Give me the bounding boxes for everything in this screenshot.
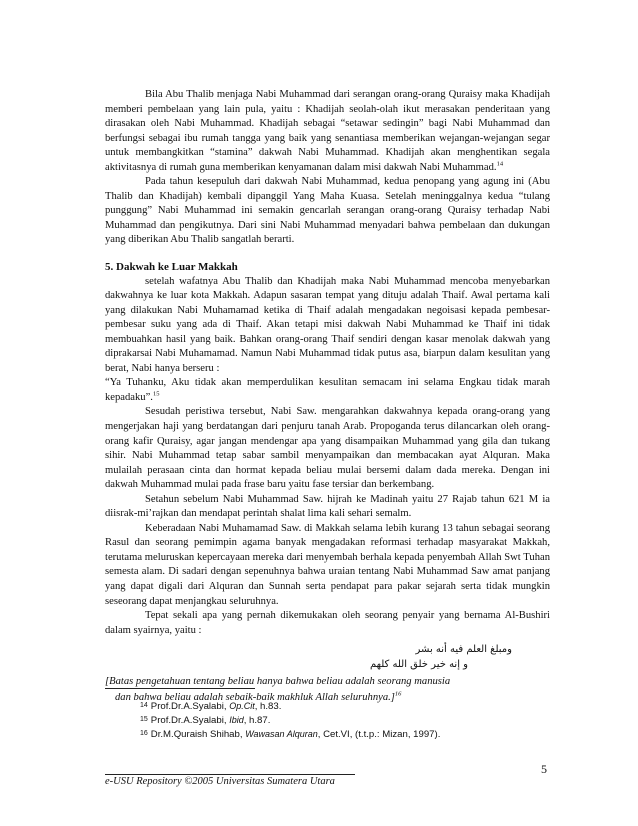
paragraph-isra-miraj: Setahun sebelum Nabi Muhammad Saw. hijrah ke Madinah yaitu 27 Rajab tahun 621 M ia diisrak-mi’rajkan dan mendapat perintah shalat lima kali sehari semalm.	[105, 493, 550, 520]
translation-line-2: dan bahwa beliau adalah sebaik-baik makhluk Allah seluruhnya.]	[115, 691, 395, 703]
arabic-verse-1: ومبلغ العلم فيه أنه بشر	[415, 644, 512, 656]
footnote-ref-16: 16	[394, 690, 402, 698]
translation-line-1: [Batas pengetahuan tentang beliau hanya bahwa beliau adalah seorang manusia	[105, 676, 451, 688]
paragraph-al-bushiri: Tepat sekali apa yang pernah dikemukakan oleh seorang penyair yang bernama Al-Bushiri dalam syairnya, yaitu :	[105, 610, 550, 636]
paragraph-tahun-kesepuluh: Pada tahun kesepuluh dari dakwah Nabi Muhammad, kedua penopang yang agung ini (Abu Thalib dan Khadijah) kembali dipanggil Yang Maha Kuasa. Setelah meninggalnya kedua “tulang punggung” Nabi Muhammad ini semakin gencarlah serangan orang-orang Quraisy terhadap Nabi Muhammad dan pengikutnya. Dari sini Nabi Muhammad menyadari bahwa pembelaan dan dukungan yang diberikan Abu Thalib sangatlah berarti.	[105, 176, 550, 246]
arabic-verse-2: و إنه خير خلق الله كلهم	[369, 659, 468, 671]
document-body	[105, 88, 550, 705]
page-number: 5	[541, 762, 547, 776]
paragraph-khadijah: Bila Abu Thalib menjaga Nabi Muhammad dari serangan orang-orang Quraisy maka Khadijah memberi pembelaan yang lain pula, yaitu : Khadijah seolah-olah ikut merasakan penderitaan yang dirasakan oleh Nabi Muhammad. Khadijah sebagai “setawar sedingin” bagi Nabi Muhammad dan berfungsi sebagai ibu rumah tangga yang baik yang senantiasa memberikan wejangan-wejangan segar untuk membangkitkan “stamina” dakwah Nabi Muhammad. Khadijah akan menghentikan segala aktivitasnya di rumah guna memberikan kenyamanan dalam misi dakwah Nabi Muhammad.$^{14}$	[105, 89, 550, 173]
paragraph-makkah: Keberadaan Nabi Muhamamad Saw. di Makkah selama lebih kurang 13 tahun sebagai seorang Rasul dan seorang pemimpin agama banyak mengadakan reformasi terhadap masyarakat Makkah, terutama meluruskan kepercayaan mereka dari menyembah berhala kepada penyembah Allah Swt Tuhan semesta alam. Di sadari dengan sepenuhnya bahwa uraian tentang Nabi Muhammad Saw amat panjang yang dapat digali dari Alquran dan Sunnah serta pendapat para pakar sejarah serta tidak mungkin seseorang dapat menjangkau seluruhnya.	[105, 522, 550, 607]
footer-repository: e-USU Repository ©2005 Universitas Sumatera Utara	[105, 776, 335, 787]
footnote-16: $^{16}$ Dr.M.Quraish Shihab, Wawasan Alquran, Cet.VI, (t.t.p.: Mizan, 1997).	[140, 729, 441, 740]
section-heading: 5. Dakwah ke Luar Makkah	[105, 261, 238, 274]
footnote-ref-15: 15	[152, 390, 160, 398]
quote-ya-tuhanku: “Ya Tuhanku, Aku tidak akan memperdulikan kesulitan semacam ini selama Engkau tidak marah kepadaku”.$^{15}$	[105, 377, 550, 403]
paragraph-thaif: setelah wafatnya Abu Thalib dan Khadijah maka Nabi Muhammad mencoba menyebarkan dakwahnya ke luar kota Makkah. Adapun sasaran tempat yang dituju adalah Thaif. Awal pertama kali yang dilakukan Nabi Muhamamad ketika di Thaif adalah mengadakan negoisasi kepada pembesar-pembesar suku yang ada di Thaif. Akan tetapi misi dakwah Nabi Muhammad ke Thaif ini tidak membuahkan hasil yang baik. Bahkan orang-orang Thaif sendiri dengan kasar menolak dakwah yang diprakarsai Nabi Muhamamad. Namun Nabi Muhammad tidak putus asa, biarpun dalam kesulitan yang berat, Nabi hanya berseru :	[105, 275, 550, 374]
footnote-ref-14: 14	[496, 160, 504, 168]
footer-separator	[105, 774, 355, 775]
paragraph-haji: Sesudah peristiwa tersebut, Nabi Saw. mengarahkan dakwahnya kepada orang-orang yang mengerjakan haji yang berdatangan dari penjuru tanah Arab. Propoganda terus dilancarkan oleh orang-orang kafir Quraisy, agar jangan mendengar apa yang disampaikan Muhammad yang gila dan tukang sihir. Nabi Muhammad tetap sabar sambil menyampaikan dan membacakan ayat Alquran. Maka mulailah perasaan cinta dan hormat kepada beliau mulai bersemi dalam dada mereka. Dengan ini dakwah Muhammad mulai pada frase baru yaitu fase tersiar dan berkembang.	[105, 406, 550, 491]
footnote-separator	[105, 688, 255, 689]
footnote-14: $^{14}$ Prof.Dr.A.Syalabi, Op.Cit, h.83.	[140, 701, 282, 712]
footnote-15: $^{15}$ Prof.Dr.A.Syalabi, Ibid, h.87.	[140, 715, 271, 726]
